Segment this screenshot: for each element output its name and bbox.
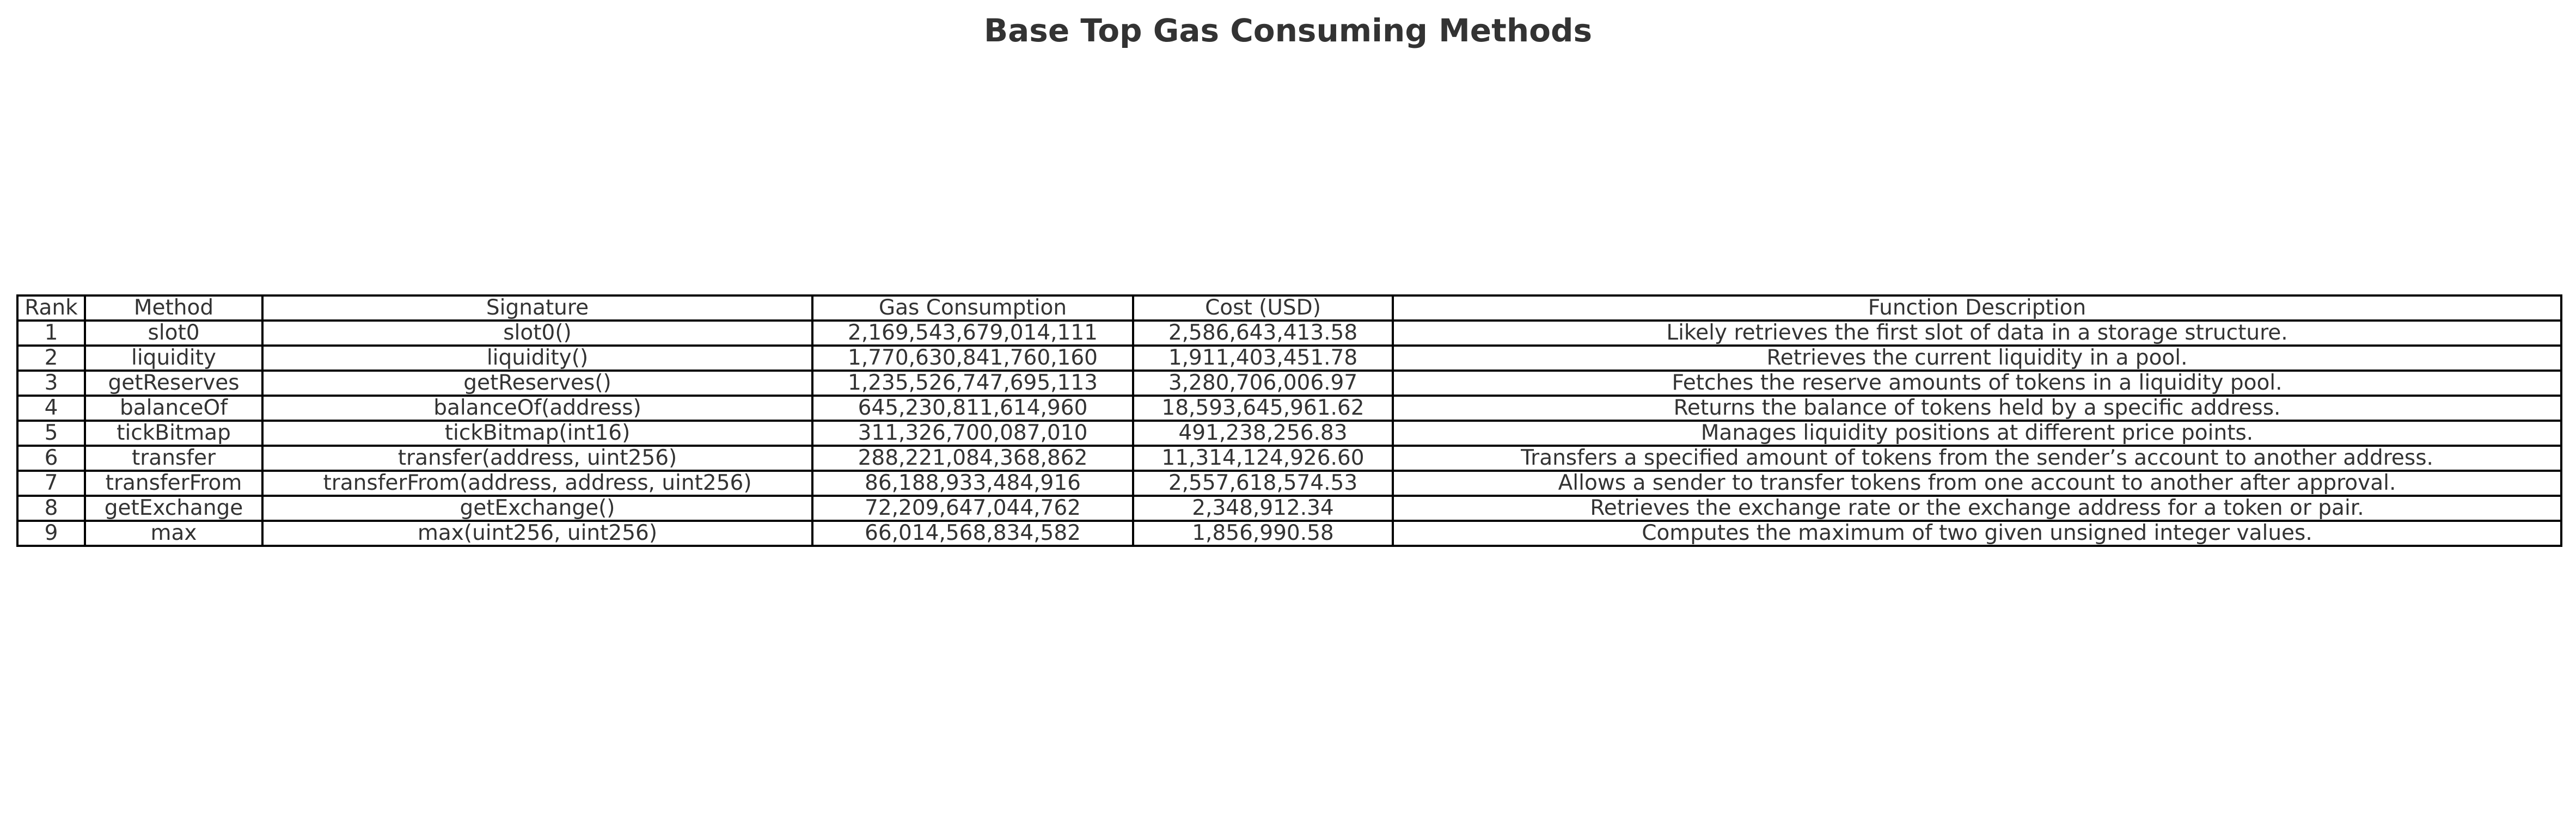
cell-signature: slot0()	[262, 321, 812, 346]
cell-method: getReserves	[85, 371, 262, 396]
cell-method: transferFrom	[85, 471, 262, 496]
cell-rank: 6	[17, 446, 85, 471]
cell-method: balanceOf	[85, 396, 262, 421]
cell-gas-consumption: 288,221,084,368,862	[812, 446, 1133, 471]
cell-gas-consumption: 1,770,630,841,760,160	[812, 346, 1133, 371]
cell-signature: liquidity()	[262, 346, 812, 371]
cell-function-description: Retrieves the exchange rate or the exchange address for a token or pair.	[1393, 496, 2561, 521]
table-row	[17, 371, 2561, 396]
cell-signature: getExchange()	[262, 496, 812, 521]
cell-rank: 1	[17, 321, 85, 346]
table-row	[17, 396, 2561, 421]
cell-rank: 5	[17, 421, 85, 446]
chart-title: Base Top Gas Consuming Methods	[983, 12, 1593, 49]
table-row	[17, 321, 2561, 346]
cell-gas-consumption: 72,209,647,044,762	[812, 496, 1133, 521]
header-rank: Rank	[17, 295, 85, 321]
cell-function-description: Fetches the reserve amounts of tokens in a liquidity pool.	[1393, 371, 2561, 396]
cell-method: transfer	[85, 446, 262, 471]
cell-signature: max(uint256, uint256)	[262, 521, 812, 546]
header-cost-usd: Cost (USD)	[1133, 295, 1393, 321]
gas-consumption-table	[16, 294, 2562, 547]
cell-rank: 4	[17, 396, 85, 421]
table-row	[17, 496, 2561, 521]
cell-cost-usd: 2,557,618,574.53	[1133, 471, 1393, 496]
cell-signature: transfer(address, uint256)	[262, 446, 812, 471]
cell-cost-usd: 18,593,645,961.62	[1133, 396, 1393, 421]
cell-function-description: Retrieves the current liquidity in a pool.	[1393, 346, 2561, 371]
cell-gas-consumption: 86,188,933,484,916	[812, 471, 1133, 496]
cell-gas-consumption: 2,169,543,679,014,111	[812, 321, 1133, 346]
cell-gas-consumption: 645,230,811,614,960	[812, 396, 1133, 421]
cell-function-description: Manages liquidity positions at different price points.	[1393, 421, 2561, 446]
cell-method: getExchange	[85, 496, 262, 521]
cell-rank: 3	[17, 371, 85, 396]
cell-cost-usd: 2,586,643,413.58	[1133, 321, 1393, 346]
table-row	[17, 521, 2561, 546]
cell-signature: balanceOf(address)	[262, 396, 812, 421]
cell-cost-usd: 1,856,990.58	[1133, 521, 1393, 546]
header-signature: Signature	[262, 295, 812, 321]
header-function-description: Function Description	[1393, 295, 2561, 321]
cell-rank: 8	[17, 496, 85, 521]
table-row	[17, 421, 2561, 446]
cell-function-description: Transfers a specified amount of tokens from the sender’s account to another address.	[1393, 446, 2561, 471]
cell-cost-usd: 11,314,124,926.60	[1133, 446, 1393, 471]
cell-function-description: Returns the balance of tokens held by a specific address.	[1393, 396, 2561, 421]
cell-gas-consumption: 66,014,568,834,582	[812, 521, 1133, 546]
cell-cost-usd: 1,911,403,451.78	[1133, 346, 1393, 371]
cell-signature: transferFrom(address, address, uint256)	[262, 471, 812, 496]
cell-method: liquidity	[85, 346, 262, 371]
table-header-row	[17, 295, 2561, 321]
cell-cost-usd: 491,238,256.83	[1133, 421, 1393, 446]
cell-signature: tickBitmap(int16)	[262, 421, 812, 446]
cell-rank: 2	[17, 346, 85, 371]
header-method: Method	[85, 295, 262, 321]
table-row	[17, 471, 2561, 496]
cell-rank: 7	[17, 471, 85, 496]
cell-gas-consumption: 311,326,700,087,010	[812, 421, 1133, 446]
table-row	[17, 346, 2561, 371]
cell-function-description: Likely retrieves the first slot of data in a storage structure.	[1393, 321, 2561, 346]
cell-method: max	[85, 521, 262, 546]
cell-method: slot0	[85, 321, 262, 346]
cell-gas-consumption: 1,235,526,747,695,113	[812, 371, 1133, 396]
header-gas-consumption: Gas Consumption	[812, 295, 1133, 321]
table-row	[17, 446, 2561, 471]
cell-cost-usd: 3,280,706,006.97	[1133, 371, 1393, 396]
cell-signature: getReserves()	[262, 371, 812, 396]
cell-function-description: Allows a sender to transfer tokens from one account to another after approval.	[1393, 471, 2561, 496]
cell-cost-usd: 2,348,912.34	[1133, 496, 1393, 521]
cell-function-description: Computes the maximum of two given unsigned integer values.	[1393, 521, 2561, 546]
cell-rank: 9	[17, 521, 85, 546]
cell-method: tickBitmap	[85, 421, 262, 446]
